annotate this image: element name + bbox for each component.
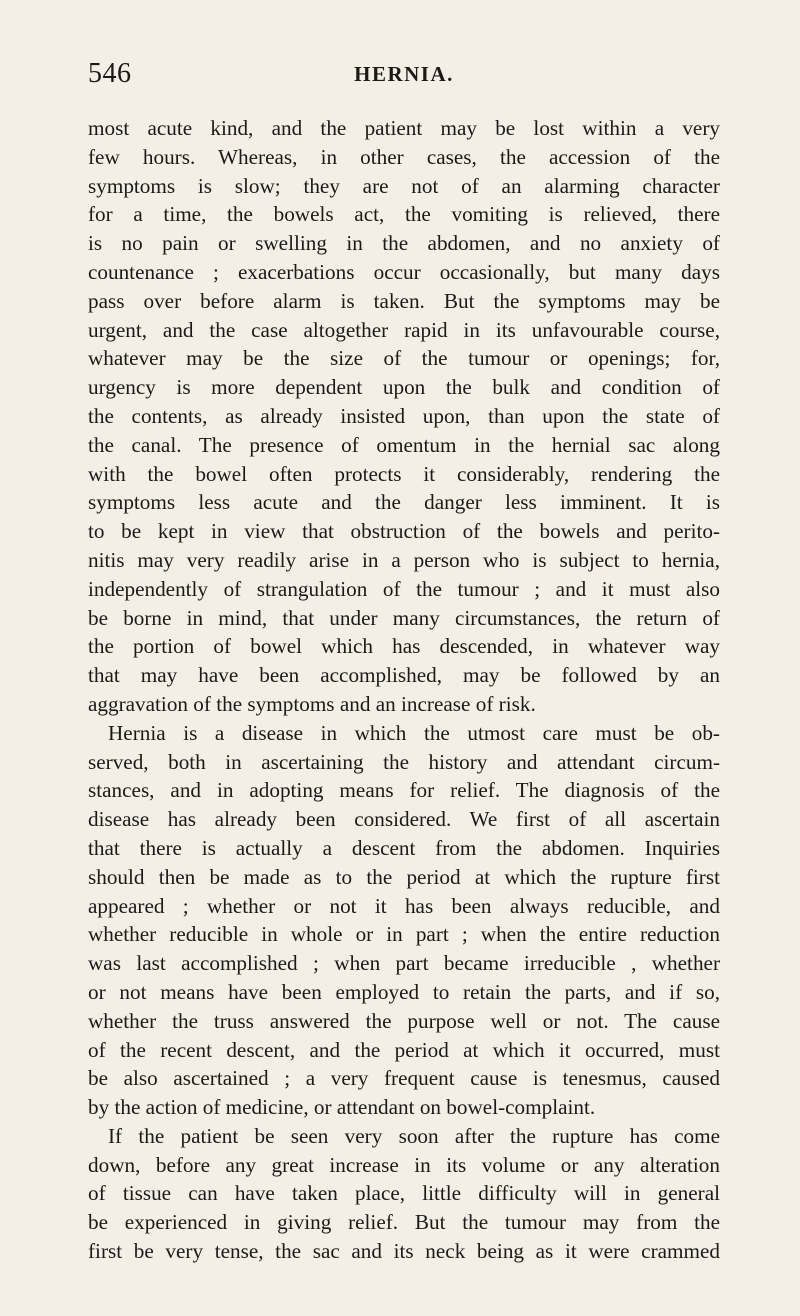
- text-line: is no pain or swelling in the abdomen, and no anxiety of: [88, 231, 720, 256]
- text-line: countenance ; exacerbations occur occasionally, but many days: [88, 259, 720, 284]
- body-text: [88, 114, 720, 1266]
- text-line: symptoms is slow; they are not of an alarming character: [88, 173, 720, 198]
- text-line: should then be made as to the period at which the rupture first: [88, 864, 720, 889]
- text-line: independently of strangulation of the tumour ; and it must also: [88, 576, 720, 601]
- text-line: be also ascertained ; a very frequent cause is tenesmus, caused: [88, 1066, 720, 1091]
- page-number: 546: [88, 58, 132, 89]
- text-line: with the bowel often protects it considerably, rendering the: [88, 461, 720, 486]
- text-line: urgent, and the case altogether rapid in its unfavourable course,: [88, 317, 720, 342]
- text-line: most acute kind, and the patient may be lost within a very: [88, 116, 720, 140]
- text-line: be experienced in giving relief. But the tumour may from the: [88, 1210, 720, 1235]
- text-line: was last accomplished ; when part became irreducible , whether: [88, 951, 720, 976]
- text-line: urgency is more dependent upon the bulk and condition of: [88, 375, 720, 400]
- text-line: symptoms less acute and the danger less imminent. It is: [88, 490, 720, 515]
- text-line: for a time, the bowels act, the vomiting is relieved, there: [88, 202, 720, 227]
- text-line: the contents, as already insisted upon, than upon the state of: [88, 403, 720, 428]
- text-line: few hours. Whereas, in other cases, the accession of the: [88, 144, 720, 169]
- text-line: nitis may very readily arise in a person who is subject to hernia,: [88, 547, 720, 572]
- text-line: If the patient be seen very soon after the rupture has come: [108, 1123, 720, 1148]
- running-title: HERNIA.: [354, 62, 454, 86]
- text-line: of tissue can have taken place, little difficulty will in general: [88, 1181, 720, 1206]
- text-line: that may have been accomplished, may be followed by an: [88, 663, 720, 688]
- text-line: the canal. The presence of omentum in the hernial sac along: [88, 432, 720, 457]
- text-line: appeared ; whether or not it has been always reducible, and: [88, 893, 720, 918]
- text-line: that there is actually a descent from the abdomen. Inquiries: [88, 835, 720, 860]
- text-line: whatever may be the size of the tumour or openings; for,: [88, 346, 720, 371]
- running-head: [88, 58, 720, 90]
- text-line: by the action of medicine, or attendant on bowel-complaint.: [88, 1095, 596, 1120]
- text-line: the portion of bowel which has descended, in whatever way: [88, 634, 720, 659]
- text-line: to be kept in view that obstruction of the bowels and perito-: [88, 519, 720, 544]
- text-line: whether reducible in whole or in part ; when the entire reduction: [88, 922, 720, 947]
- text-line: Hernia is a disease in which the utmost care must be ob-: [108, 720, 720, 745]
- text-line: aggravation of the symptoms and an increase of risk.: [88, 691, 536, 716]
- text-line: of the recent descent, and the period at which it occurred, must: [88, 1037, 720, 1062]
- text-line: pass over before alarm is taken. But the symptoms may be: [88, 288, 720, 313]
- text-line: down, before any great increase in its volume or any alteration: [88, 1152, 720, 1177]
- text-line: be borne in mind, that under many circumstances, the return of: [88, 605, 720, 630]
- text-line: or not means have been employed to retain the parts, and if so,: [88, 979, 720, 1004]
- text-line: stances, and in adopting means for relief. The diagnosis of the: [88, 778, 720, 803]
- text-line: whether the truss answered the purpose well or not. The cause: [88, 1008, 720, 1033]
- text-line: first be very tense, the sac and its neck being as it were crammed: [88, 1239, 720, 1264]
- text-line: disease has already been considered. We first of all ascertain: [88, 807, 720, 832]
- text-line: served, both in ascertaining the history and attendant circum-: [88, 749, 720, 774]
